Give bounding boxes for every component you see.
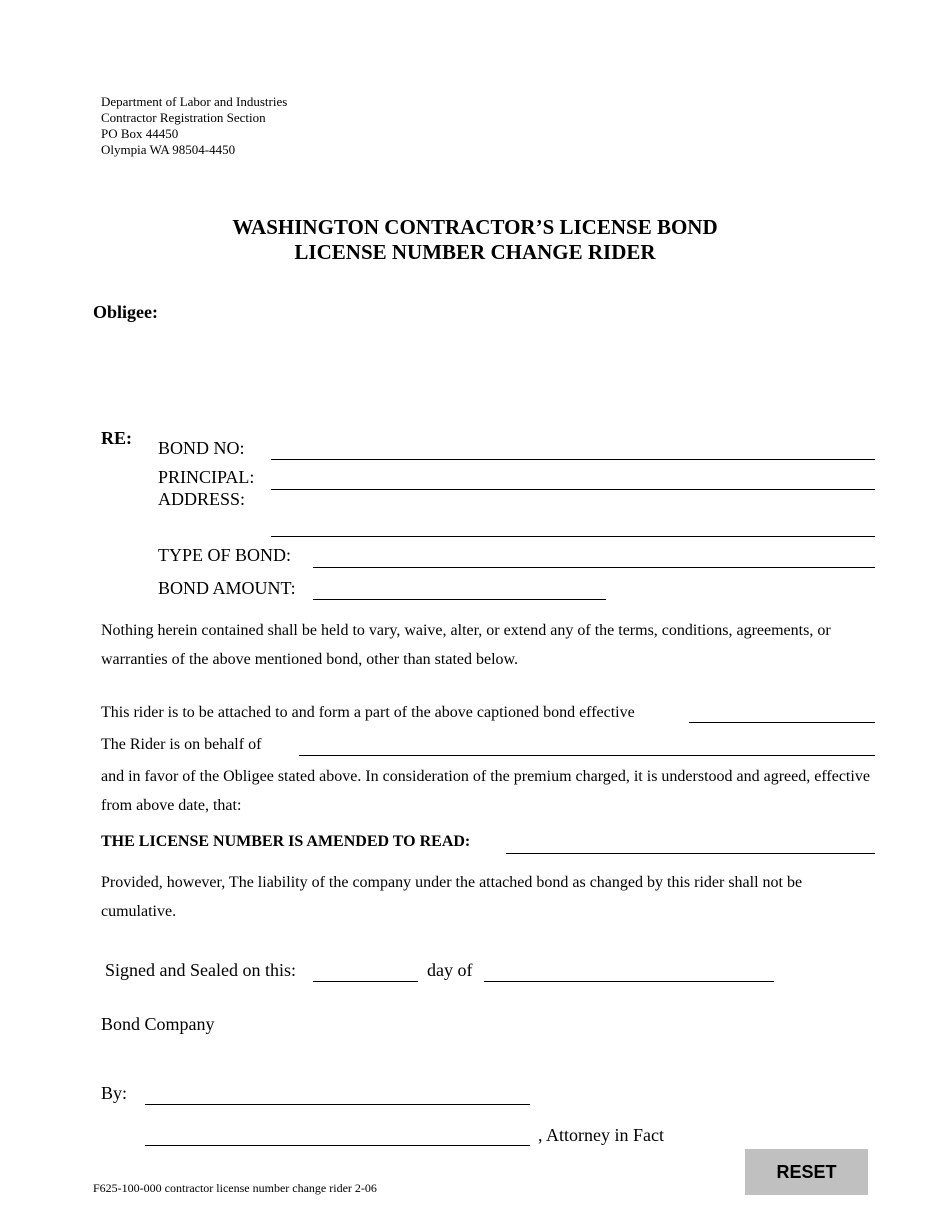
by-label: By:	[101, 1083, 128, 1103]
agency-address	[101, 94, 287, 158]
consideration-paragraph: and in favor of the Obligee stated above. In consideration of the premium charged, it is understood and agreed, effective from above date, that:	[101, 768, 870, 814]
address-line-3: PO Box 44450	[101, 126, 179, 141]
form-number-footer: F625-100-000 contractor license number change rider 2-06	[93, 1181, 377, 1195]
document-title-line-2: LICENSE NUMBER CHANGE RIDER	[294, 240, 656, 264]
new-license-number-field[interactable]	[506, 853, 875, 854]
terms-paragraph: Nothing herein contained shall be held to vary, waive, alter, or extend any of the terms, conditions, agreements, or warranties of the above mentioned bond, other than stated below.	[101, 622, 831, 668]
signature-by-field[interactable]	[145, 1104, 530, 1105]
bond-company-label: Bond Company	[101, 1014, 215, 1034]
obligee-label: Obligee:	[93, 302, 158, 322]
attorney-in-fact-label: , Attorney in Fact	[538, 1125, 664, 1145]
effective-date-field[interactable]	[689, 722, 875, 723]
bond-amount-field[interactable]	[313, 599, 606, 600]
bond-no-field[interactable]	[271, 459, 875, 460]
address-line-4: Olympia WA 98504-4450	[101, 142, 236, 157]
address-label: ADDRESS:	[158, 489, 246, 509]
address-line-1: Department of Labor and Industries	[101, 94, 288, 109]
attorney-name-field[interactable]	[145, 1145, 530, 1146]
principal-field[interactable]	[271, 489, 875, 490]
rider-behalf-text: The Rider is on behalf of	[101, 736, 262, 753]
document-title-line-1: WASHINGTON CONTRACTOR’S LICENSE BOND	[232, 215, 718, 239]
principal-label: PRINCIPAL:	[158, 467, 255, 487]
behalf-of-field[interactable]	[299, 755, 875, 756]
signed-month-year-field[interactable]	[484, 981, 774, 982]
address-field[interactable]	[271, 536, 875, 537]
rider-effective-text: This rider is to be attached to and form a part of the above captioned bond effective	[101, 704, 635, 721]
bond-no-label: BOND NO:	[158, 438, 245, 458]
license-amended-label: THE LICENSE NUMBER IS AMENDED TO READ:	[101, 833, 471, 850]
bond-amount-label: BOND AMOUNT:	[158, 578, 296, 598]
signed-sealed-label: Signed and Sealed on this:	[105, 960, 296, 980]
signed-day-field[interactable]	[313, 981, 418, 982]
re-label: RE:	[101, 428, 132, 448]
reset-button[interactable]: RESET	[745, 1149, 868, 1195]
type-of-bond-field[interactable]	[313, 567, 875, 568]
liability-paragraph: Provided, however, The liability of the company under the attached bond as changed by this rider shall not be cumulative.	[101, 874, 803, 920]
type-of-bond-label: TYPE OF BOND:	[158, 545, 292, 565]
day-of-label: day of	[427, 960, 473, 980]
address-line-2: Contractor Registration Section	[101, 110, 266, 125]
